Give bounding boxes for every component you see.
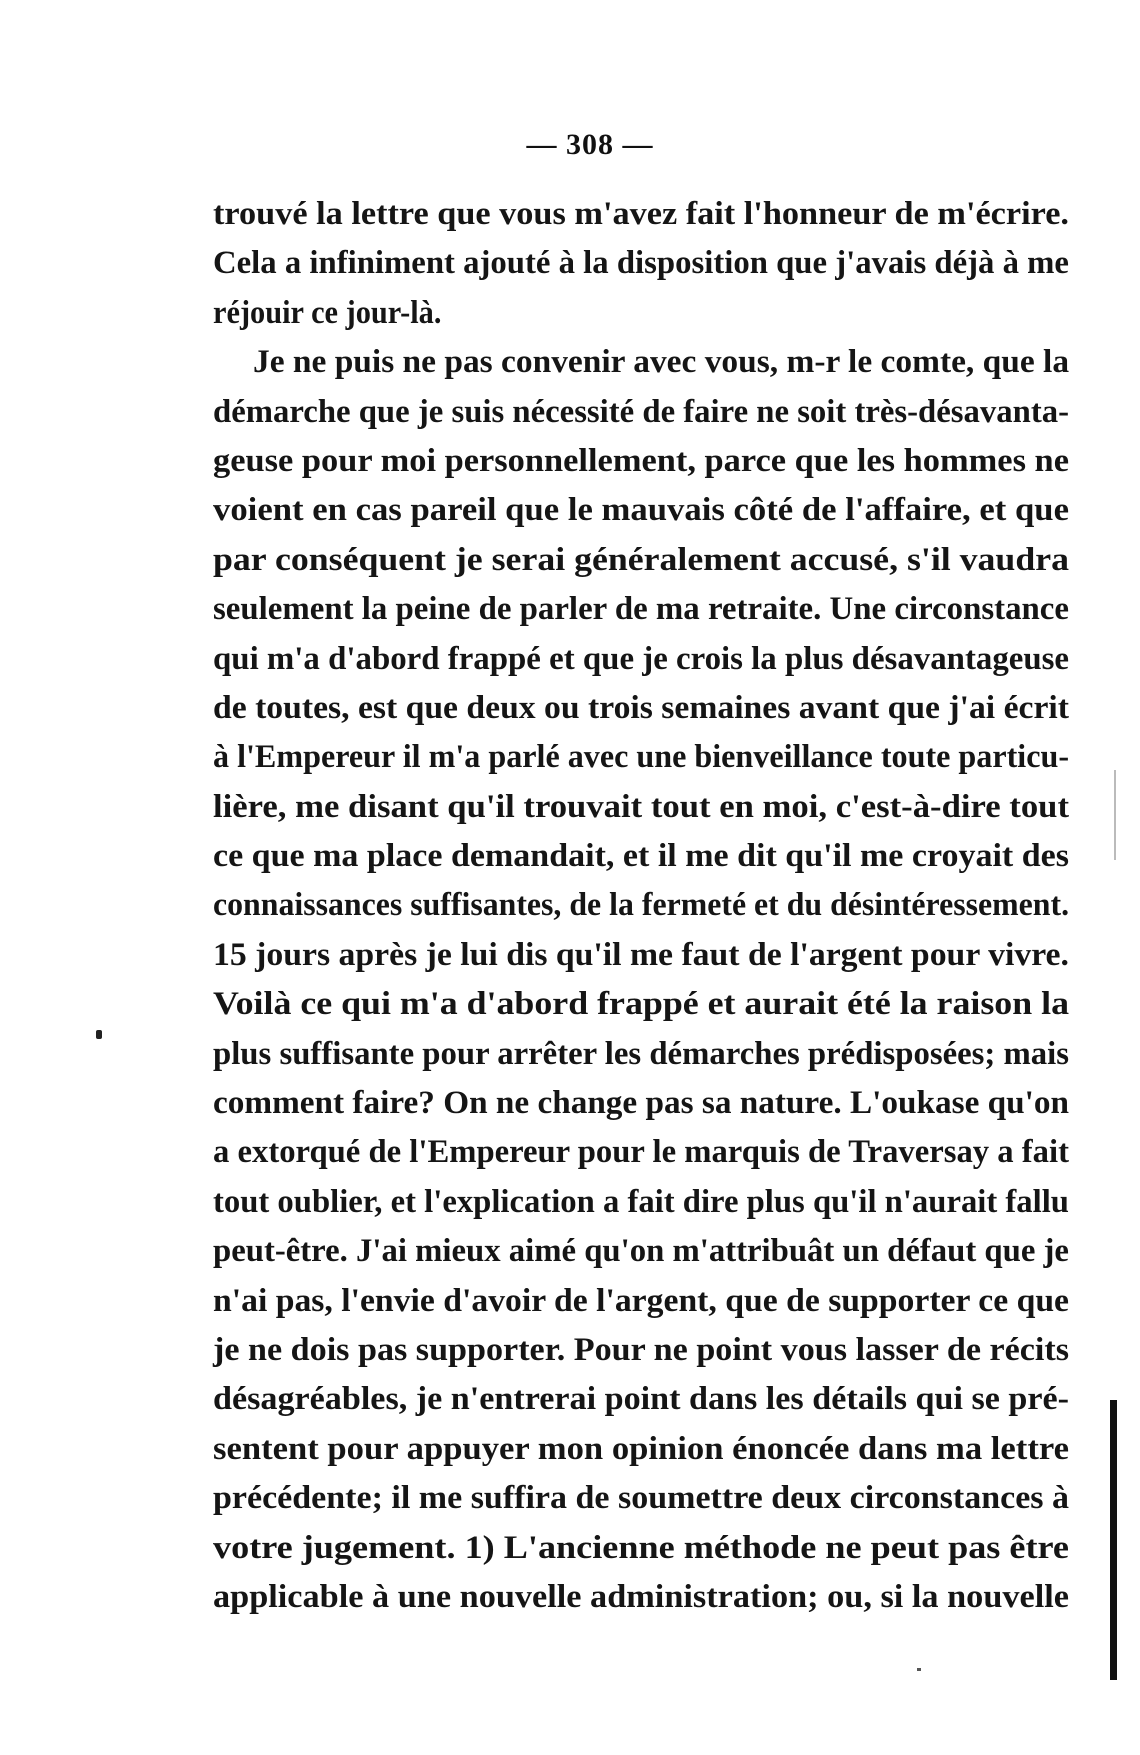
text-line-content: plus suffisante pour arrêter les démarches prédisposées; mais [213, 1035, 1069, 1072]
text-line [213, 338, 1069, 387]
text-line-content: 15 jours après je lui dis qu'il me faut de l'argent pour vivre. [213, 936, 1069, 973]
text-line [213, 190, 1069, 239]
text-line [213, 1227, 1069, 1276]
text-line-content: à l'Empereur il m'a parlé avec une bienveillance toute particu- [213, 739, 1070, 776]
scan-edge-mark [1114, 770, 1116, 860]
text-line-content: sentent pour appuyer mon opinion énoncée dans ma lettre [213, 1430, 1069, 1467]
text-line [213, 783, 1069, 832]
text-line-content: trouvé la lettre que vous m'avez fait l'honneur de m'écrire. [213, 196, 1069, 232]
text-line [213, 239, 1069, 288]
text-line [213, 388, 1069, 437]
text-line-content: de toutes, est que deux ou trois semaines avant que j'ai écrit [213, 689, 1069, 726]
text-line-content: lière, me disant qu'il trouvait tout en moi, c'est-à-dire tout [213, 788, 1070, 825]
body-text [213, 190, 1069, 1622]
text-line [213, 1079, 1069, 1128]
text-line [213, 684, 1069, 733]
text-line [213, 881, 1069, 930]
text-line [213, 1128, 1069, 1177]
text-line-content: seulement la peine de parler de ma retraite. Une circonstance [213, 591, 1069, 628]
text-line-content: désagréables, je n'entrerai point dans les détails qui se pré- [213, 1381, 1070, 1418]
text-line-content: connaissances suffisantes, de la fermeté et du désintéressement. [213, 887, 1070, 924]
text-line [213, 1277, 1069, 1326]
text-line-content: Voilà ce qui m'a d'abord frappé et aurait été la raison la [213, 986, 1070, 1023]
text-line-content: peut-être. J'ai mieux aimé qu'on m'attribuât un défaut que je [213, 1233, 1069, 1270]
text-line [213, 1030, 1069, 1079]
text-line-content: n'ai pas, l'envie d'avoir de l'argent, que de supporter ce que [213, 1282, 1070, 1319]
text-line-content: comment faire? On ne change pas sa nature. L'oukase qu'on [213, 1085, 1069, 1122]
text-line [213, 1524, 1069, 1573]
text-line [213, 585, 1069, 634]
margin-mark [96, 1030, 102, 1039]
text-line-content: voient en cas pareil que le mauvais côté de l'affaire, et que [213, 492, 1069, 529]
text-line [213, 980, 1069, 1029]
text-line [213, 733, 1069, 782]
text-line-content: par conséquent je serai généralement accusé, s'il vaudra [213, 541, 1070, 578]
text-line-content: réjouir ce jour-là. [213, 294, 442, 331]
text-line [213, 1573, 1069, 1622]
text-line [213, 1375, 1069, 1424]
text-line [213, 1326, 1069, 1375]
text-line [213, 1474, 1069, 1523]
text-line-content: votre jugement. 1) L'ancienne méthode ne peut pas être [213, 1529, 1069, 1566]
text-line [213, 486, 1069, 535]
text-line-content: précédente; il me suffira de soumettre deux circonstances à [213, 1480, 1070, 1517]
text-line-content: ce que ma place demandait, et il me dit qu'il me croyait des [213, 838, 1069, 875]
text-line-content: a extorqué de l'Empereur pour le marquis de Traversay a fait [213, 1134, 1069, 1171]
text-line [213, 536, 1069, 585]
scan-speck [917, 1668, 921, 1671]
text-line [213, 635, 1069, 684]
text-line-content: applicable à une nouvelle administration; ou, si la nouvelle [213, 1578, 1070, 1615]
page-number: — 308 — [526, 128, 654, 161]
scan-edge-bar [1110, 1400, 1117, 1680]
text-line-content: je ne dois pas supporter. Pour ne point vous lasser de récits [213, 1331, 1070, 1368]
text-line-content: tout oublier, et l'explication a fait dire plus qu'il n'aurait fallu [213, 1183, 1069, 1220]
text-line-content: Je ne puis ne pas convenir avec vous, m-r le comte, que la [253, 344, 1070, 381]
text-line [213, 931, 1069, 980]
text-line [213, 832, 1069, 881]
text-line [213, 289, 1069, 338]
text-line [213, 1425, 1069, 1474]
text-line-content: qui m'a d'abord frappé et que je crois la plus désavantageuse [213, 640, 1070, 677]
text-line-content: démarche que je suis nécessité de faire ne soit très-désavanta- [213, 393, 1069, 430]
text-line-content: geuse pour moi personnellement, parce que les hommes ne [213, 442, 1069, 479]
text-line-content: Cela a infiniment ajouté à la disposition que j'avais déjà à me [213, 245, 1069, 282]
text-line [213, 1178, 1069, 1227]
text-line [213, 437, 1069, 486]
